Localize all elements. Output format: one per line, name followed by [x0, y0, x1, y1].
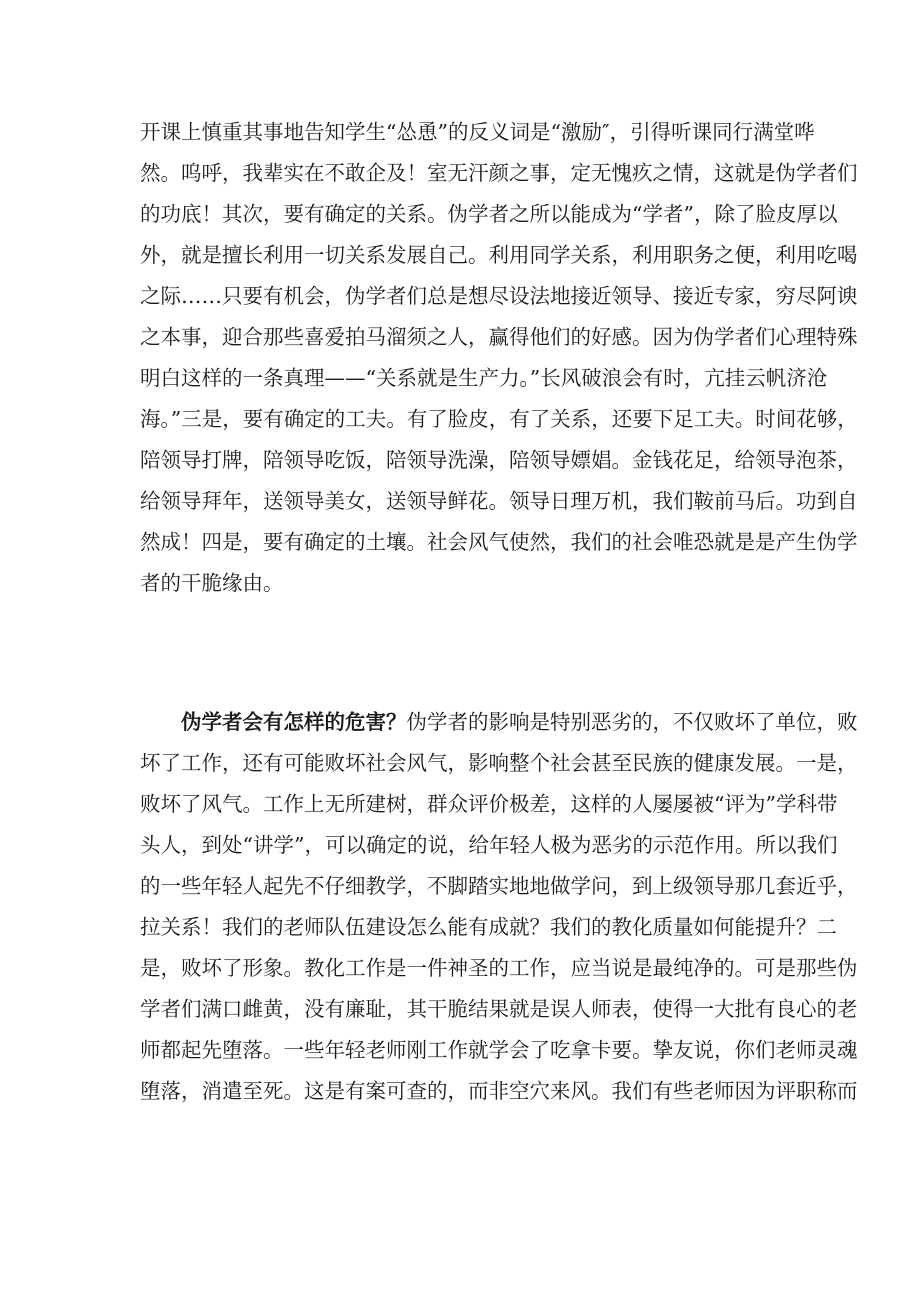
- text-line: 然。呜呼，我辈实在不敢企及！室无汗颜之事，定无愧疚之情，这就是伪学者们: [140, 161, 858, 185]
- text-line: 陪领导打牌，陪领导吃饭，陪领导洗澡，陪领导嫖娼。金钱花足，给领导泡茶，: [140, 448, 858, 472]
- text-line: 堕落，消遣至死。这是有案可查的，而非空穴来风。我们有些老师因为评职称而: [140, 1079, 858, 1103]
- text-line: 头人，到处“讲学”，可以确定的说，给年轻人极为恶劣的示范作用。所以我们: [140, 833, 838, 857]
- text-line: 给领导拜年，送领导美女，送领导鲜花。领导日理万机，我们鞍前马后。功到自: [140, 489, 858, 513]
- text-line: 之际……只要有机会，伪学者们总是想尽设法地接近领导、接近专家，穷尽阿谀: [140, 284, 858, 308]
- text-line: 是，败坏了形象。教化工作是一件神圣的工作，应当说是最纯净的。可是那些伪: [140, 956, 858, 980]
- text-line-first: [140, 702, 858, 743]
- paragraph-2: [140, 702, 858, 1112]
- text-line: 学者们满口雌黄，没有廉耻，其干脆结果就是误人师表，使得一大批有良心的老: [140, 997, 858, 1021]
- text-line: 的一些年轻人起先不仔细教学，不脚踏实地地做学问，到上级领导那几套近乎，: [140, 874, 858, 898]
- text-line: 者的干脆缘由。: [140, 571, 284, 595]
- text-line: 海。”三是，要有确定的工夫。有了脸皮，有了关系，还要下足工夫。时间花够，: [140, 407, 858, 431]
- text-line: 明白这样的一条真理——“关系就是生产力。”长风破浪会有时，亢挂云帆济沧: [140, 366, 828, 390]
- text-line: 之本事，迎合那些喜爱拍马溜须之人，赢得他们的好感。因为伪学者们心理特殊: [140, 325, 858, 349]
- text-line: 败坏了风气。工作上无所建树，群众评价极差，这样的人屡屡被“评为”学科带: [140, 792, 838, 816]
- paragraph-1: [140, 112, 858, 604]
- text-line: 坏了工作，还有可能败坏社会风气，影响整个社会甚至民族的健康发展。一是，: [140, 751, 858, 775]
- paragraph-heading: 伪学者会有怎样的危害？: [181, 710, 407, 734]
- text-line: 开课上慎重其事地告知学生“怂恿”的反义词是“激励″，引得听课同行满堂哗: [140, 120, 815, 144]
- text-line: 师都起先堕落。一些年轻老师刚工作就学会了吃拿卡要。挚友说，你们老师灵魂: [140, 1038, 858, 1062]
- text-line: 拉关系！我们的老师队伍建设怎么能有成就？我们的教化质量如何能提升？二: [140, 915, 837, 939]
- paragraph-text: 伪学者的影响是特别恶劣的，不仅败坏了单位，败: [406, 710, 858, 734]
- text-line: 的功底！其次，要有确定的关系。伪学者之所以能成为“学者”，除了脸皮厚以: [140, 202, 838, 226]
- text-line: 然成！四是，要有确定的土壤。社会风气使然，我们的社会唯恐就是是产生伪学: [140, 530, 858, 554]
- text-line: 外，就是擅长利用一切关系发展自己。利用同学关系，利用职务之便，利用吃喝: [140, 243, 858, 267]
